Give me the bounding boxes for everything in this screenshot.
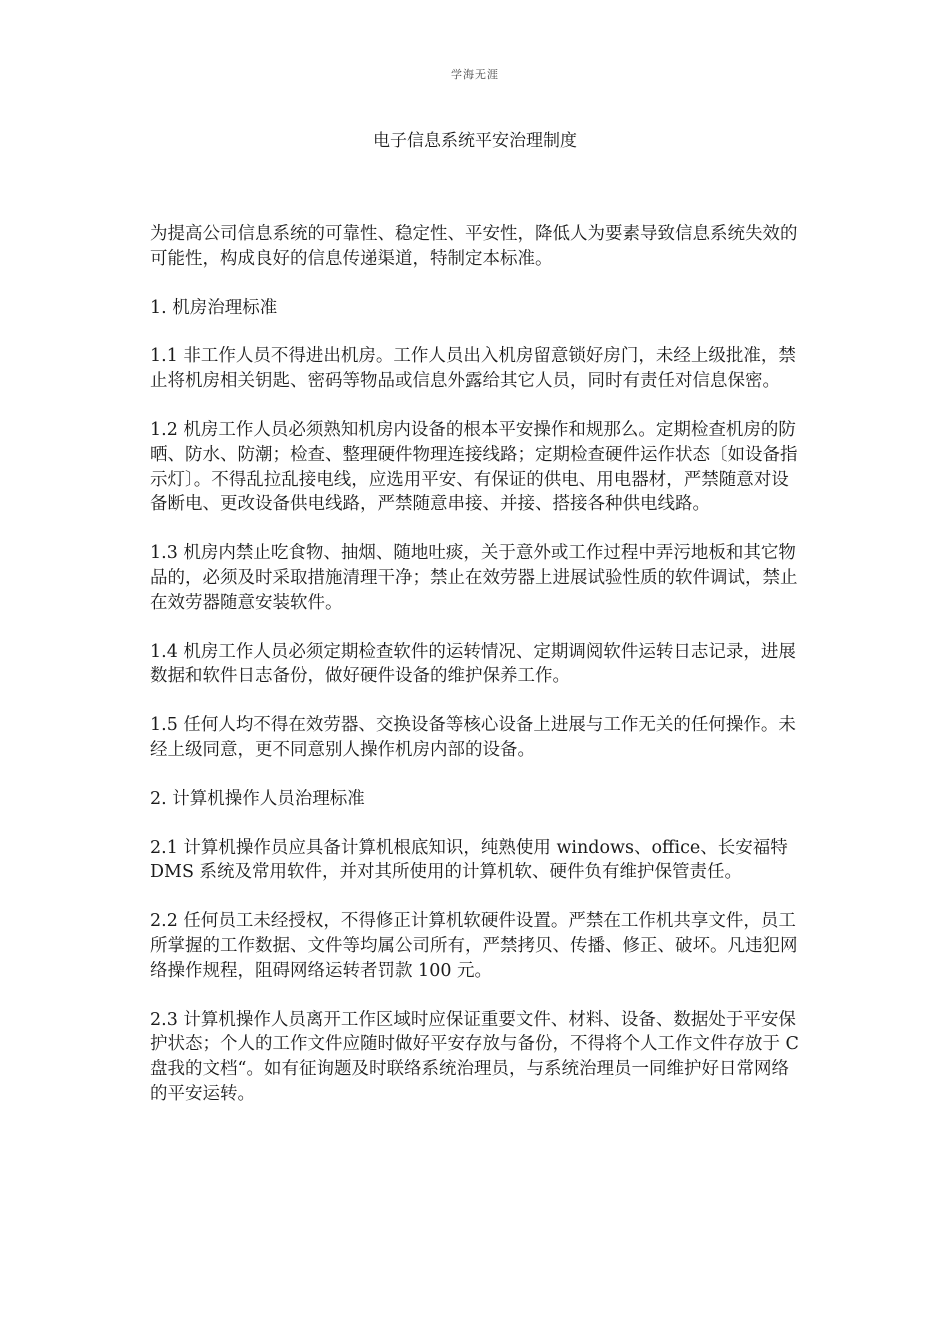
paragraph-2-1: 2.1 计算机操作员应具备计算机根底知识，纯熟使用 windows、office、长安福特 DMS 系统及常用软件，并对其所使用的计算机软、硬件负有维护保管责任。 — [150, 837, 788, 883]
document-title: 电子信息系统平安治理制度 — [373, 131, 577, 151]
section-heading-1: 1. 机房治理标准 — [150, 297, 278, 318]
paragraph-2-3: 2.3 计算机操作人员离开工作区域时应保证重要文件、材料、设备、数据处于平安保护状态；个人的工作文件应随时做好平安存放与备份，不得将个人工作文件存放于 C 盘我的文档“。如有征询题及时联络系统治理员，与系统治理员一同维护好日常网络的平安运转。 — [150, 1009, 799, 1104]
paragraph-1-3: 1.3 机房内禁止吃食物、抽烟、随地吐痰，关于意外或工作过程中弄污地板和其它物品的，必须及时采取措施清理干净；禁止在效劳器上进展试验性质的软件调试，禁止在效劳器随意安装软件。 — [150, 543, 798, 613]
paragraph-1-2: 1.2 机房工作人员必须熟知机房内设备的根本平安操作和规那么。定期检查机房的防晒、防水、防潮；检查、整理硬件物理连接线路；定期检查硬件运作状态〔如设备指示灯〕。不得乱拉乱接电线，应选用平安、有保证的供电、用电器材，严禁随意对设备断电、更改设备供电线路，严禁随意串接、并接、搭接各种供电线路。 — [150, 419, 798, 515]
paragraph-1-5: 1.5 任何人均不得在效劳器、交换设备等核心设备上进展与工作无关的任何操作。未经上级同意，更不同意别人操作机房内部的设备。 — [150, 715, 796, 760]
section-heading-2: 2. 计算机操作人员治理标准 — [150, 788, 365, 809]
paragraph-2-2: 2.2 任何员工未经授权，不得修正计算机软硬件设置。严禁在工作机共享文件，员工所掌握的工作数据、文件等均属公司所有，严禁拷贝、传播、修正、破坏。凡违犯网络操作规程，阻碍网络运转者罚款 100 元。 — [150, 911, 798, 981]
intro-paragraph: 为提高公司信息系统的可靠性、稳定性、平安性，降低人为要素导致信息系统失效的可能性，构成良好的信息传递渠道，特制定本标准。 — [150, 224, 798, 269]
paragraph-1-1: 1.1 非工作人员不得进出机房。工作人员出入机房留意锁好房门，未经上级批准，禁止将机房相关钥匙、密码等物品或信息外露给其它人员，同时有责任对信息保密。 — [150, 346, 796, 392]
page-header: 学海无涯 — [451, 68, 499, 81]
paragraph-1-4: 1.4 机房工作人员必须定期检查软件的运转情况、定期调阅软件运转日志记录，进展数据和软件日志备份，做好硬件设备的维护保养工作。 — [150, 641, 796, 687]
document-body — [150, 222, 802, 1131]
